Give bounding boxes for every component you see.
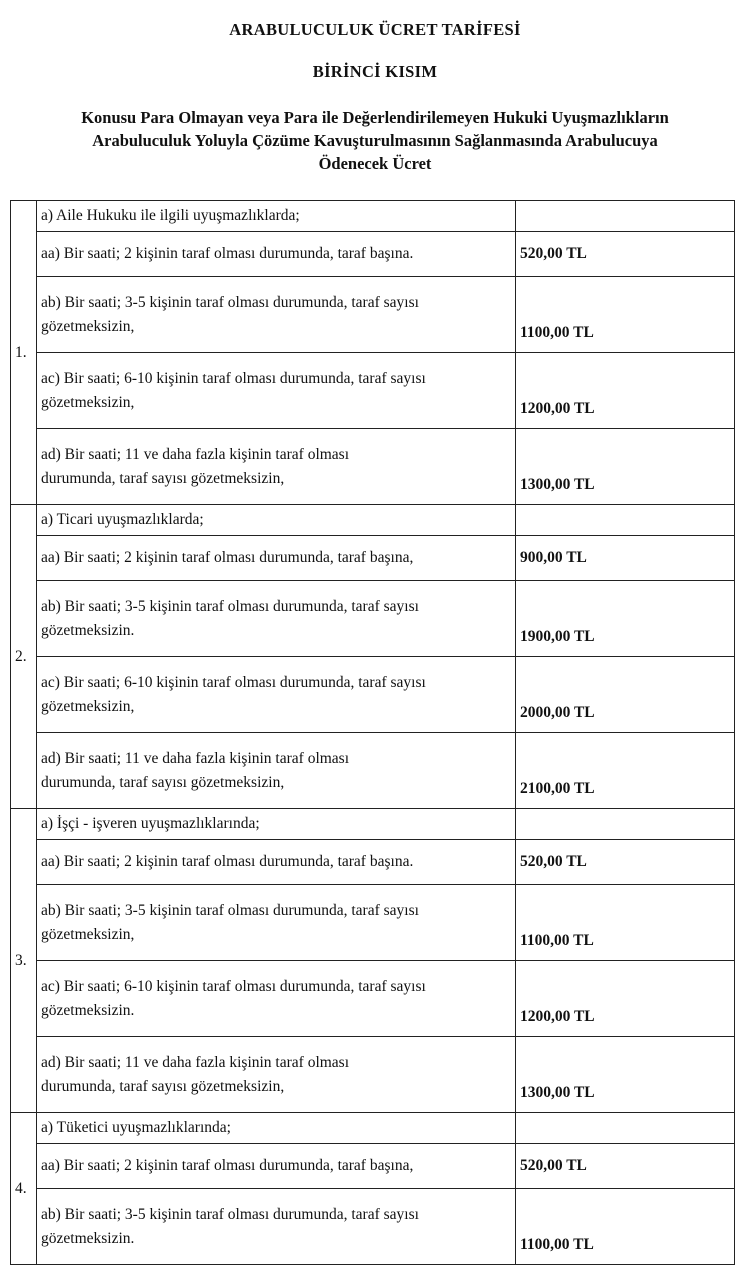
section-heading: a) İşçi - işveren uyuşmazlıklarında; <box>37 809 516 840</box>
fee-description <box>37 885 516 961</box>
description-line: ab) Bir saati; 3-5 kişinin taraf olması durumunda, taraf sayısı <box>41 597 419 615</box>
empty-fee-cell <box>516 809 735 840</box>
fee-description <box>37 536 516 581</box>
subtitle-line: Ödenecek Ücret <box>318 154 432 173</box>
description-line: durumunda, taraf sayısı gözetmeksizin, <box>41 773 285 791</box>
part-heading: BİRİNCİ KISIM <box>312 62 438 81</box>
fee-amount: 1200,00 TL <box>516 353 735 429</box>
fee-amount: 1900,00 TL <box>516 581 735 657</box>
fee-table <box>10 200 735 1265</box>
description-line: ac) Bir saati; 6-10 kişinin taraf olması durumunda, taraf sayısı <box>41 977 426 995</box>
subtitle-line: Konusu Para Olmayan veya Para ile Değerlendirilemeyen Hukuki Uyuşmazlıkların <box>81 108 669 127</box>
section-heading: a) Aile Hukuku ile ilgili uyuşmazlıklarda; <box>37 201 516 232</box>
fee-description <box>37 232 516 277</box>
section-number: 2. <box>11 505 37 809</box>
fee-row <box>11 961 735 1037</box>
fee-amount: 2000,00 TL <box>516 657 735 733</box>
fee-row <box>11 1037 735 1113</box>
fee-description <box>37 961 516 1037</box>
fee-amount: 520,00 TL <box>516 840 735 885</box>
fee-row <box>11 232 735 277</box>
fee-description <box>37 1037 516 1113</box>
fee-description <box>37 1144 516 1189</box>
fee-amount: 1200,00 TL <box>516 961 735 1037</box>
description-line: ad) Bir saati; 11 ve daha fazla kişinin taraf olması <box>41 445 350 463</box>
section-heading: a) Ticari uyuşmazlıklarda; <box>37 505 516 536</box>
subtitle-line: Arabuluculuk Yoluyla Çözüme Kavuşturulmasının Sağlanmasında Arabulucuya <box>92 131 658 150</box>
fee-amount: 1300,00 TL <box>516 1037 735 1113</box>
fee-amount: 1100,00 TL <box>516 277 735 353</box>
fee-amount: 1100,00 TL <box>516 1189 735 1265</box>
description-line: gözetmeksizin, <box>41 925 135 943</box>
section-number: 3. <box>11 809 37 1113</box>
fee-row <box>11 277 735 353</box>
fee-description <box>37 353 516 429</box>
description-line: gözetmeksizin. <box>41 1001 135 1019</box>
description-line: aa) Bir saati; 2 kişinin taraf olması durumunda, taraf başına. <box>41 853 414 870</box>
fee-row <box>11 581 735 657</box>
fee-description <box>37 733 516 809</box>
description-line: ab) Bir saati; 3-5 kişinin taraf olması durumunda, taraf sayısı <box>41 901 419 919</box>
fee-description <box>37 277 516 353</box>
section-heading-row <box>11 505 735 536</box>
description-line: ac) Bir saati; 6-10 kişinin taraf olması durumunda, taraf sayısı <box>41 369 426 387</box>
fee-row <box>11 885 735 961</box>
fee-amount: 520,00 TL <box>516 232 735 277</box>
fee-row <box>11 429 735 505</box>
fee-row <box>11 840 735 885</box>
description-line: ab) Bir saati; 3-5 kişinin taraf olması durumunda, taraf sayısı <box>41 1205 419 1223</box>
empty-fee-cell <box>516 201 735 232</box>
section-number: 1. <box>11 201 37 505</box>
fee-row <box>11 353 735 429</box>
fee-description <box>37 1189 516 1265</box>
description-line: aa) Bir saati; 2 kişinin taraf olması durumunda, taraf başına, <box>41 1157 414 1174</box>
description-line: gözetmeksizin. <box>41 1229 135 1247</box>
fee-row <box>11 1144 735 1189</box>
section-heading-row <box>11 809 735 840</box>
fee-row <box>11 1189 735 1265</box>
document-title: ARABULUCULUK ÜCRET TARİFESİ <box>229 20 521 39</box>
description-line: gözetmeksizin. <box>41 621 135 639</box>
section-heading-row <box>11 1113 735 1144</box>
section-heading-row <box>11 201 735 232</box>
fee-amount: 900,00 TL <box>516 536 735 581</box>
description-line: aa) Bir saati; 2 kişinin taraf olması durumunda, taraf başına, <box>41 549 414 566</box>
fee-amount: 520,00 TL <box>516 1144 735 1189</box>
fee-description <box>37 840 516 885</box>
section-number: 4. <box>11 1113 37 1265</box>
section-heading: a) Tüketici uyuşmazlıklarında; <box>37 1113 516 1144</box>
document-subtitle <box>20 106 730 175</box>
fee-amount: 1100,00 TL <box>516 885 735 961</box>
fee-row <box>11 536 735 581</box>
fee-row <box>11 733 735 809</box>
description-line: ad) Bir saati; 11 ve daha fazla kişinin taraf olması <box>41 1053 350 1071</box>
empty-fee-cell <box>516 505 735 536</box>
empty-fee-cell <box>516 1113 735 1144</box>
description-line: ac) Bir saati; 6-10 kişinin taraf olması durumunda, taraf sayısı <box>41 673 426 691</box>
description-line: ab) Bir saati; 3-5 kişinin taraf olması durumunda, taraf sayısı <box>41 293 419 311</box>
fee-description <box>37 657 516 733</box>
fee-amount: 1300,00 TL <box>516 429 735 505</box>
description-line: gözetmeksizin, <box>41 697 135 715</box>
description-line: durumunda, taraf sayısı gözetmeksizin, <box>41 1077 285 1095</box>
description-line: gözetmeksizin, <box>41 317 135 335</box>
fee-amount: 2100,00 TL <box>516 733 735 809</box>
fee-row <box>11 657 735 733</box>
description-line: ad) Bir saati; 11 ve daha fazla kişinin taraf olması <box>41 749 350 767</box>
description-line: aa) Bir saati; 2 kişinin taraf olması durumunda, taraf başına. <box>41 245 414 262</box>
description-line: durumunda, taraf sayısı gözetmeksizin, <box>41 469 285 487</box>
fee-description <box>37 429 516 505</box>
fee-description <box>37 581 516 657</box>
description-line: gözetmeksizin, <box>41 393 135 411</box>
